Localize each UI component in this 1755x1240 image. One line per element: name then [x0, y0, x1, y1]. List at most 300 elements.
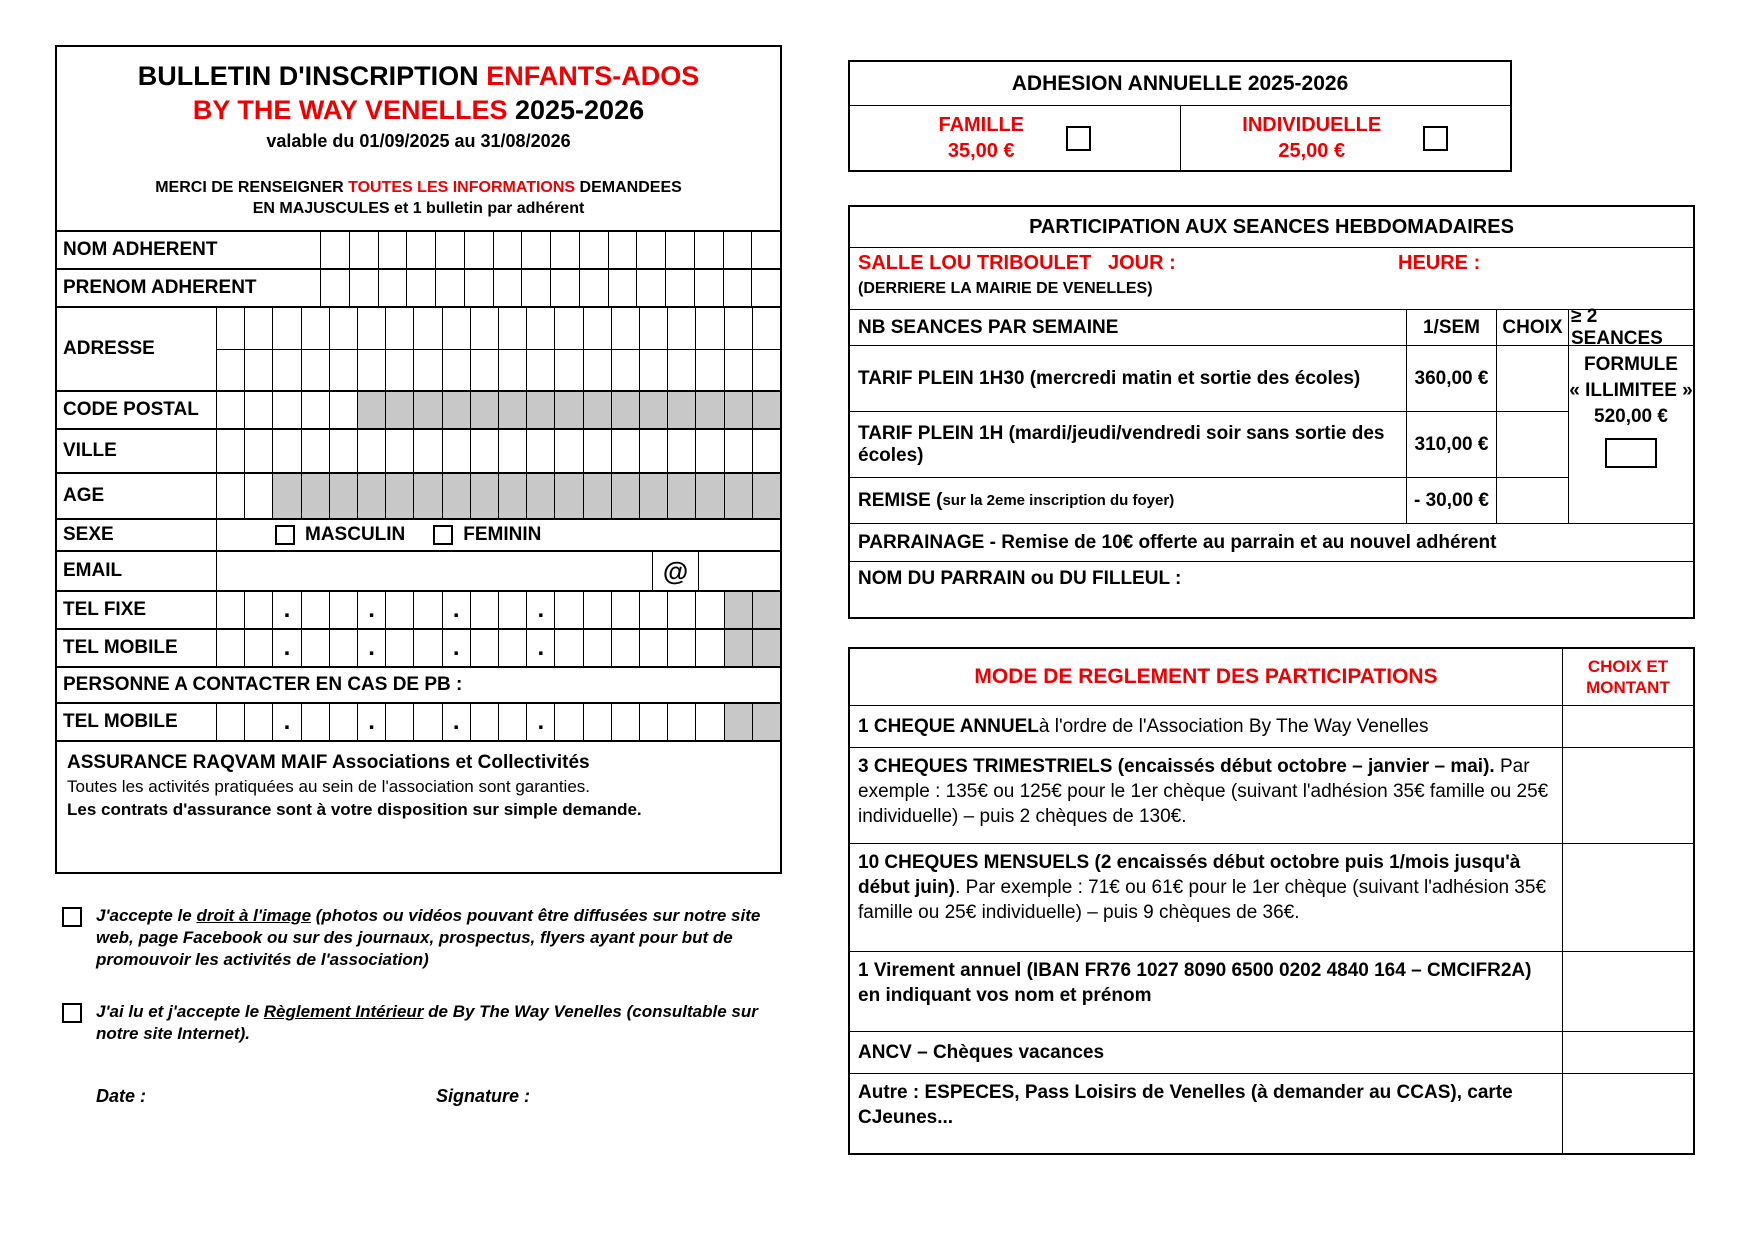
grid-cell[interactable] [435, 232, 464, 268]
grid-cell-disabled [272, 474, 300, 518]
field-label-telfixe: TEL FIXE [57, 592, 217, 628]
membership-panel [848, 60, 1512, 172]
membership-title: ADHESION ANNUELLE 2025-2026 [850, 62, 1510, 106]
grid-cell[interactable] [329, 392, 357, 428]
grid-cell[interactable] [470, 704, 498, 740]
form-row-prenom [57, 268, 780, 306]
member-info-panel [55, 45, 782, 874]
grid-cell[interactable] [694, 232, 723, 268]
grid-cell[interactable] [639, 630, 667, 666]
grid-cell[interactable] [583, 350, 611, 391]
field-label-cp: CODE POSTAL [57, 392, 217, 428]
grid-cell[interactable] [413, 704, 441, 740]
grid-cell[interactable] [301, 704, 329, 740]
grid-cell[interactable] [301, 630, 329, 666]
grid-cell[interactable] [329, 630, 357, 666]
grid-cell[interactable] [244, 630, 272, 666]
grid-cell[interactable] [244, 592, 272, 628]
payment-row-5 [850, 1031, 1693, 1073]
grid-cell[interactable] [470, 308, 498, 349]
form-row-email [57, 550, 780, 590]
grid-cell[interactable] [636, 270, 665, 306]
grid-cell[interactable] [301, 430, 329, 472]
grid-cell[interactable] [301, 350, 329, 391]
payment-choice-header: CHOIX ET MONTANT [1586, 657, 1670, 697]
grid-cell[interactable] [751, 232, 780, 268]
field-label-email: EMAIL [57, 552, 217, 590]
grid-cell[interactable] [301, 392, 329, 428]
rules-item [62, 1001, 780, 1045]
payment-choice-cell[interactable] [1563, 952, 1693, 1031]
grid-cell[interactable] [751, 270, 780, 306]
grid-cell[interactable] [413, 350, 441, 391]
field-label-telmobile: TEL MOBILE [57, 630, 217, 666]
email-domain-cell[interactable] [698, 552, 780, 590]
signature-label: Signature : [436, 1086, 531, 1106]
grid-cell-disabled [442, 392, 470, 428]
grid-cell[interactable] [406, 232, 435, 268]
grid-cell[interactable] [554, 308, 582, 349]
grid-cell[interactable] [583, 430, 611, 472]
dot-separator: . [442, 704, 470, 740]
grid-cell[interactable] [442, 350, 470, 391]
grid-cell[interactable] [611, 592, 639, 628]
grid-cell[interactable] [608, 270, 637, 306]
grid-cell-disabled [724, 474, 752, 518]
grid-cell[interactable] [413, 630, 441, 666]
grid-cell[interactable] [665, 270, 694, 306]
grid-cell[interactable] [554, 704, 582, 740]
grid-cell[interactable] [244, 430, 272, 472]
address-line-2 [217, 349, 780, 391]
field-area-telmobile [217, 630, 780, 666]
grid-cell[interactable] [583, 630, 611, 666]
grid-cell-disabled [724, 592, 752, 628]
grid-cell[interactable] [550, 232, 579, 268]
dot-separator: . [526, 704, 554, 740]
field-label-nom: NOM ADHERENT [57, 232, 321, 268]
form-title-line2 [57, 93, 780, 127]
field-area-age [217, 474, 780, 518]
payment-row-2 [850, 747, 1693, 843]
grid-cell[interactable] [244, 474, 272, 518]
tariff-row2-price: 310,00 € [1406, 411, 1496, 477]
col-header-1sem: 1/SEM [1406, 309, 1496, 345]
individuelle-label: INDIVIDUELLE 25,00 € [1242, 114, 1382, 162]
payment-title: MODE DE REGLEMENT DES PARTICIPATIONS [850, 649, 1563, 705]
grid-cell-disabled [498, 474, 526, 518]
grid-cell[interactable] [385, 430, 413, 472]
col-header-sessions: NB SEANCES PAR SEMAINE [850, 309, 1406, 345]
grid-cell[interactable] [413, 592, 441, 628]
grid-cell[interactable] [695, 308, 723, 349]
day-label: JOUR : [1108, 252, 1176, 274]
famille-label: FAMILLE 35,00 € [938, 114, 1025, 162]
grid-cell[interactable] [244, 350, 272, 391]
grid-cell[interactable] [636, 232, 665, 268]
grid-cell-disabled [498, 392, 526, 428]
grid-cell-disabled [667, 392, 695, 428]
field-label-prenom: PRENOM ADHERENT [57, 270, 321, 306]
dot-separator: . [357, 630, 385, 666]
rules-checkbox[interactable] [62, 1003, 82, 1023]
tariff-row2-choice-cell[interactable] [1496, 411, 1568, 477]
form-row-telmobile2 [57, 702, 780, 740]
grid-cell[interactable] [752, 430, 780, 472]
grid-cell[interactable] [611, 308, 639, 349]
tariff-row1-choice-cell[interactable] [1496, 345, 1568, 411]
form-row-sexe [57, 518, 780, 550]
payment-row-desc [850, 1074, 1563, 1153]
grid-cell[interactable] [217, 630, 244, 666]
rules-text: J'ai lu et j'accepte le Règlement Intérieur de By The Way Venelles (consultable sur notre site Internet). [96, 1002, 758, 1043]
grid-cell-disabled [554, 474, 582, 518]
grid-cell[interactable] [464, 270, 493, 306]
grid-cell[interactable] [378, 232, 407, 268]
grid-cell[interactable] [217, 392, 244, 428]
grid-cell[interactable] [724, 430, 752, 472]
grid-cell[interactable] [329, 308, 357, 349]
grid-cell[interactable] [413, 308, 441, 349]
payment-row-desc [850, 844, 1563, 951]
grid-cell[interactable] [724, 350, 752, 391]
field-area-email [217, 552, 780, 590]
grid-cell[interactable] [579, 232, 608, 268]
form-row-cp [57, 390, 780, 428]
grid-cell[interactable] [498, 704, 526, 740]
grid-cell-disabled [329, 474, 357, 518]
grid-cell[interactable] [752, 350, 780, 391]
consent-section [62, 905, 780, 1107]
grid-cell[interactable] [385, 630, 413, 666]
sessions-title: PARTICIPATION AUX SEANCES HEBDOMADAIRES [1029, 215, 1514, 238]
payment-row-bold-text: 1 CHEQUE ANNUEL [858, 716, 1039, 737]
grid-cell[interactable] [329, 704, 357, 740]
grid-cell[interactable] [695, 630, 723, 666]
individuelle-checkbox[interactable] [1423, 126, 1448, 151]
payment-choice-cell[interactable] [1563, 844, 1693, 951]
payment-row-bold-text: 3 CHEQUES TRIMESTRIELS (encaissés début octobre – janvier – mai). [858, 756, 1495, 777]
grid-cell[interactable] [329, 350, 357, 391]
grid-cell[interactable] [349, 270, 378, 306]
grid-cell-disabled [752, 392, 780, 428]
field-area-adresse [217, 308, 780, 390]
field-label-telmobile2: TEL MOBILE [57, 704, 217, 740]
grid-cell[interactable] [498, 430, 526, 472]
grid-cell[interactable] [470, 630, 498, 666]
grid-cell[interactable] [665, 232, 694, 268]
grid-cell-disabled [470, 474, 498, 518]
grid-cell[interactable] [611, 430, 639, 472]
grid-cell[interactable] [442, 308, 470, 349]
grid-cell-disabled [639, 392, 667, 428]
dot-separator: . [442, 592, 470, 628]
form-row-telfixe [57, 590, 780, 628]
grid-cell-disabled [442, 474, 470, 518]
form-row-personne [57, 666, 780, 702]
tariff-row1-price: 360,00 € [1406, 345, 1496, 411]
sessions-panel [848, 205, 1695, 619]
payment-row-rest-text: Par exemple : 135€ ou 125€ pour le 1er chèque (suivant l'adhésion 35€ famille ou 25€ individuelle) – puis 2 chèques de 130€. [858, 756, 1549, 827]
grid-cell[interactable] [583, 308, 611, 349]
title-black: BULLETIN D'INSCRIPTION [137, 61, 479, 91]
grid-cell[interactable] [301, 308, 329, 349]
payment-row-1 [850, 705, 1693, 747]
venue-note: (DERRIERE LA MAIRIE DE VENELLES) [858, 280, 1153, 297]
hour-label: HEURE : [1398, 252, 1481, 274]
field-area-sexe [217, 520, 780, 550]
form-grid [57, 230, 780, 740]
grid-cell[interactable] [470, 430, 498, 472]
grid-cell[interactable] [385, 592, 413, 628]
grid-cell[interactable] [611, 350, 639, 391]
grid-cell[interactable] [272, 350, 300, 391]
form-row-age [57, 472, 780, 518]
grid-cell[interactable] [244, 704, 272, 740]
grid-cell-disabled [413, 392, 441, 428]
grid-cell-disabled [385, 474, 413, 518]
sexe-option [433, 524, 541, 546]
grid-cell-disabled [583, 392, 611, 428]
grid-cell[interactable] [442, 430, 470, 472]
title-red: ENFANTS-ADOS [486, 61, 700, 91]
grid-cell[interactable] [554, 630, 582, 666]
grid-cell[interactable] [667, 430, 695, 472]
grid-cell[interactable] [521, 232, 550, 268]
grid-cell[interactable] [608, 232, 637, 268]
grid-cell[interactable] [413, 430, 441, 472]
date-label: Date : [96, 1086, 147, 1106]
grid-cell[interactable] [554, 430, 582, 472]
field-area-nom [321, 232, 780, 268]
grid-cell[interactable] [357, 430, 385, 472]
grid-cell[interactable] [498, 630, 526, 666]
grid-cell[interactable] [498, 592, 526, 628]
grid-cell[interactable] [301, 592, 329, 628]
grid-cell[interactable] [526, 350, 554, 391]
grid-cell-disabled [357, 392, 385, 428]
grid-cell[interactable] [694, 270, 723, 306]
grid-cell[interactable] [583, 704, 611, 740]
payment-choice-cell[interactable] [1563, 706, 1693, 747]
grid-cell[interactable] [217, 308, 244, 349]
discount-price: - 30,00 € [1406, 477, 1496, 523]
grid-cell[interactable] [272, 430, 300, 472]
at-symbol: @ [652, 552, 698, 590]
grid-cell[interactable] [217, 474, 244, 518]
insurance-line2: Toutes les activités pratiquées au sein de l'association sont garanties. [67, 777, 590, 796]
grid-cell-disabled [724, 392, 752, 428]
payment-row-bold-text: ANCV – Chèques vacances [858, 1042, 1105, 1063]
grid-cell-disabled [667, 474, 695, 518]
grid-cell[interactable] [378, 270, 407, 306]
payment-choice-cell[interactable] [1563, 748, 1693, 843]
field-area-prenom [321, 270, 780, 306]
grid-cell[interactable] [639, 308, 667, 349]
date-signature-row [62, 1085, 780, 1107]
season: 2025-2026 [514, 95, 645, 125]
grid-cell[interactable] [550, 270, 579, 306]
grid-cell[interactable] [639, 704, 667, 740]
grid-cell[interactable] [526, 430, 554, 472]
col-header-2seances: ≥ 2 SEANCES [1568, 309, 1693, 345]
grid-cell-disabled [611, 392, 639, 428]
payment-row-rest-text: à l'ordre de l'Association By The Way Venelles [1038, 716, 1429, 737]
validity-note: valable du 01/09/2025 au 31/08/2026 [266, 131, 571, 151]
payment-choice-cell[interactable] [1563, 1074, 1693, 1153]
field-area-telmobile2 [217, 704, 780, 740]
field-area-cp [217, 392, 780, 428]
grid-cell[interactable] [667, 592, 695, 628]
grid-cell[interactable] [217, 430, 244, 472]
grid-cell-disabled [724, 704, 752, 740]
sponsor-name-row[interactable]: NOM DU PARRAIN ou DU FILLEUL : [850, 561, 1693, 617]
image-rights-checkbox[interactable] [62, 907, 82, 927]
grid-cell[interactable] [349, 232, 378, 268]
field-label-ville: VILLE [57, 430, 217, 472]
tariff-table [850, 305, 1693, 523]
grid-cell[interactable] [470, 592, 498, 628]
payment-row-bold-text: Autre : ESPECES, Pass Loisirs de Venelles (à demander au CCAS), carte CJeunes... [858, 1082, 1513, 1128]
payment-row-bold-text: 10 CHEQUES MENSUELS (2 encaissés début octobre puis 1/mois jusqu'à début juin) [858, 852, 1521, 898]
insurance-title: ASSURANCE RAQVAM MAIF Associations et Collectivités [67, 752, 590, 773]
grid-cell[interactable] [244, 392, 272, 428]
grid-cell-disabled [385, 392, 413, 428]
grid-cell[interactable] [498, 350, 526, 391]
grid-cell[interactable] [526, 308, 554, 349]
grid-cell[interactable] [611, 704, 639, 740]
payment-row-4 [850, 951, 1693, 1031]
grid-cell[interactable] [667, 350, 695, 391]
grid-cell-disabled [526, 392, 554, 428]
dot-separator: . [272, 630, 300, 666]
grid-cell[interactable] [554, 592, 582, 628]
grid-cell[interactable] [357, 308, 385, 349]
grid-cell[interactable] [695, 430, 723, 472]
feminin-label: FEMININ [463, 524, 542, 545]
grid-cell[interactable] [667, 704, 695, 740]
form-row-adresse [57, 306, 780, 390]
email-input-cell[interactable] [217, 552, 652, 590]
unlimited-formula-checkbox[interactable] [1605, 438, 1657, 468]
grid-cell[interactable] [385, 350, 413, 391]
payment-choice-cell[interactable] [1563, 1032, 1693, 1073]
brand-name: BY THE WAY VENELLES [192, 95, 508, 125]
grid-cell[interactable] [217, 704, 244, 740]
grid-cell[interactable] [639, 350, 667, 391]
payment-row-desc [850, 748, 1563, 843]
grid-cell-disabled [724, 630, 752, 666]
membership-option-individuelle [1181, 106, 1511, 170]
grid-cell[interactable] [470, 350, 498, 391]
grid-cell[interactable] [217, 592, 244, 628]
grid-cell[interactable] [464, 232, 493, 268]
grid-cell[interactable] [272, 392, 300, 428]
dot-separator: . [357, 592, 385, 628]
grid-cell[interactable] [329, 592, 357, 628]
grid-cell[interactable] [752, 308, 780, 349]
grid-cell[interactable] [493, 270, 522, 306]
payment-row-desc [850, 1032, 1563, 1073]
grid-cell[interactable] [639, 430, 667, 472]
grid-cell-disabled [357, 474, 385, 518]
venue-row [850, 247, 1693, 309]
grid-cell[interactable] [357, 350, 385, 391]
grid-cell-disabled [752, 474, 780, 518]
form-row-nom [57, 230, 780, 268]
grid-cell[interactable] [493, 232, 522, 268]
feminin-checkbox[interactable] [433, 525, 453, 545]
grid-cell[interactable] [217, 350, 244, 391]
payment-row-desc [850, 952, 1563, 1031]
grid-cell[interactable] [723, 270, 752, 306]
grid-cell[interactable] [244, 308, 272, 349]
tariff-row1-desc: TARIF PLEIN 1H30 (mercredi matin et sortie des écoles) [850, 345, 1406, 411]
dot-separator: . [442, 630, 470, 666]
grid-cell[interactable] [435, 270, 464, 306]
grid-cell[interactable] [724, 308, 752, 349]
grid-cell[interactable] [521, 270, 550, 306]
field-area-ville [217, 430, 780, 472]
membership-option-famille [850, 106, 1181, 170]
dot-separator: . [357, 704, 385, 740]
famille-checkbox[interactable] [1066, 126, 1091, 151]
masculin-checkbox[interactable] [275, 525, 295, 545]
grid-cell[interactable] [579, 270, 608, 306]
field-label-personne: PERSONNE A CONTACTER EN CAS DE PB : [63, 674, 463, 695]
payment-row-3 [850, 843, 1693, 951]
grid-cell-disabled [526, 474, 554, 518]
grid-cell[interactable] [385, 704, 413, 740]
dot-separator: . [526, 630, 554, 666]
form-row-telmobile [57, 628, 780, 666]
dot-separator: . [526, 592, 554, 628]
tariff-row2-desc: TARIF PLEIN 1H (mardi/jeudi/vendredi soir sans sortie des écoles) [850, 411, 1406, 477]
sponsorship-row: PARRAINAGE - Remise de 10€ offerte au parrain et au nouvel adhérent [850, 523, 1693, 561]
form-row-ville [57, 428, 780, 472]
grid-cell[interactable] [723, 232, 752, 268]
form-title-line1 [57, 59, 780, 93]
grid-cell[interactable] [385, 308, 413, 349]
grid-cell-disabled [695, 474, 723, 518]
grid-cell[interactable] [321, 270, 349, 306]
grid-cell-disabled [752, 630, 780, 666]
grid-cell[interactable] [639, 592, 667, 628]
grid-cell-disabled [752, 704, 780, 740]
grid-cell[interactable] [583, 592, 611, 628]
unlimited-formula-cell: FORMULE « ILLIMITEE » 520,00 € [1568, 345, 1693, 523]
grid-cell[interactable] [667, 630, 695, 666]
grid-cell[interactable] [667, 308, 695, 349]
grid-cell[interactable] [611, 630, 639, 666]
grid-cell[interactable] [695, 704, 723, 740]
grid-cell[interactable] [695, 592, 723, 628]
form-header [57, 47, 780, 230]
grid-cell[interactable] [329, 430, 357, 472]
grid-cell[interactable] [406, 270, 435, 306]
venue-name: SALLE LOU TRIBOULET [858, 252, 1092, 274]
grid-cell[interactable] [695, 350, 723, 391]
grid-cell[interactable] [498, 308, 526, 349]
instruction-line2: EN MAJUSCULES et 1 bulletin par adhérent [252, 200, 585, 217]
dot-separator: . [272, 704, 300, 740]
grid-cell[interactable] [321, 232, 349, 268]
grid-cell[interactable] [554, 350, 582, 391]
membership-options [850, 106, 1510, 170]
insurance-line3: Les contrats d'assurance sont à votre disposition sur simple demande. [67, 800, 642, 819]
grid-cell[interactable] [272, 308, 300, 349]
insurance-block [57, 740, 780, 872]
